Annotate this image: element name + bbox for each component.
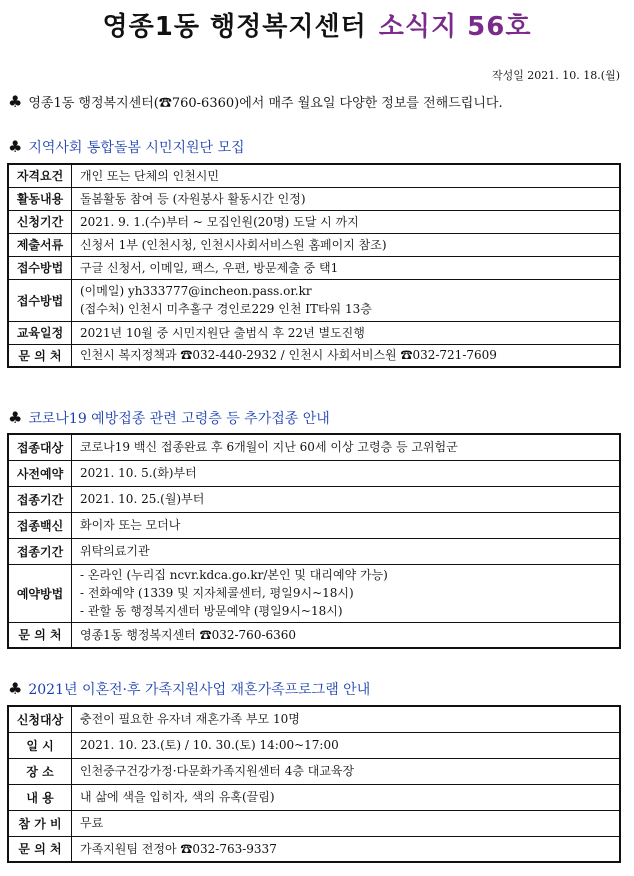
- value-line: - 전화예약 (1339 및 지자체콜센터, 평일9시~18시): [80, 586, 354, 600]
- intro-text: 영종1동 행정복지센터(☎760-6360)에서 매주 월요일 다양한 정보를 전해드립니다.: [28, 96, 503, 111]
- info-table-vaccine: [7, 433, 621, 649]
- row-label: 참 가 비: [8, 810, 72, 836]
- row-label: 접종대상: [8, 434, 72, 460]
- value-line: 무료: [80, 816, 104, 830]
- info-table-family: [7, 705, 621, 863]
- title-issue: 소식지 56호: [378, 12, 532, 42]
- row-value: [72, 758, 621, 784]
- table-row: [8, 486, 620, 512]
- value-line: 내 삶에 색을 입히자, 색의 유혹(끌림): [80, 790, 275, 804]
- section-heading: 지역사회 통합돌봄 시민지원단 모집: [28, 140, 245, 156]
- table-row: [8, 732, 620, 758]
- row-label: 사전예약: [8, 460, 72, 486]
- value-line: 돌봄활동 참여 등 (자원봉사 활동시간 인정): [80, 191, 306, 206]
- value-line: (접수처) 인천시 미추홀구 경인로229 인천 IT타워 13층: [80, 302, 372, 316]
- row-label: 문 의 처: [8, 622, 72, 648]
- value-line: 가족지원팀 전정아 ☎032-763-9337: [80, 841, 277, 856]
- row-label: 신청기간: [8, 210, 72, 233]
- row-label: 접종백신: [8, 512, 72, 538]
- table-row: [8, 512, 620, 538]
- table-row: [8, 622, 620, 648]
- row-value: [72, 836, 621, 862]
- row-value: [72, 210, 621, 233]
- club-icon: ♣: [8, 679, 23, 698]
- row-label: 문 의 처: [8, 344, 72, 367]
- row-label: 접종기간: [8, 486, 72, 512]
- row-label: 활동내용: [8, 187, 72, 210]
- row-value: [72, 706, 621, 732]
- table-row: [8, 187, 620, 210]
- table-row: [8, 233, 620, 256]
- value-line: 영종1동 행정복지센터 ☎032-760-6360: [80, 627, 297, 642]
- row-label: 접수방법: [8, 279, 72, 321]
- row-label: 문 의 처: [8, 836, 72, 862]
- table-row: [8, 564, 620, 622]
- row-value: [72, 344, 621, 367]
- row-value: [72, 538, 621, 564]
- issue-date: 작성일 2021. 10. 18.(월): [491, 69, 620, 82]
- row-value: [72, 622, 621, 648]
- row-value: [72, 810, 621, 836]
- row-value: [72, 279, 621, 321]
- value-line: 인천시 복지정책과 ☎032-440-2932 / 인천시 사회서비스원 ☎032-721-7609: [80, 348, 497, 363]
- value-line: 개인 또는 단체의 인천시민: [80, 168, 219, 183]
- row-value: [72, 512, 621, 538]
- section-heading: 코로나19 예방접종 관련 고령층 등 추가접종 안내: [28, 411, 330, 427]
- row-label: 신청대상: [8, 706, 72, 732]
- row-value: [72, 164, 621, 187]
- club-icon: ♣: [8, 92, 23, 111]
- row-value: [72, 434, 621, 460]
- table-row: [8, 810, 620, 836]
- row-value: [72, 256, 621, 279]
- value-line: 신청서 1부 (인천시청, 인천시사회서비스원 홈페이지 참조): [80, 237, 387, 252]
- value-line: - 온라인 (누리집 ncvr.kdca.go.kr/본인 및 대리예약 가능): [80, 568, 388, 582]
- section-title-volunteer: [8, 137, 245, 157]
- value-line: 2021. 10. 25.(월)부터: [80, 492, 205, 506]
- title-main: 영종1동 행정복지센터: [102, 12, 367, 42]
- row-value: [72, 460, 621, 486]
- value-line: 2021. 10. 23.(토) / 10. 30.(토) 14:00~17:00: [80, 738, 339, 752]
- value-line: 2021년 10월 중 시민지원단 출범식 후 22년 별도진행: [80, 325, 365, 340]
- row-label: 내 용: [8, 784, 72, 810]
- value-line: 2021. 10. 5.(화)부터: [80, 466, 197, 480]
- row-label: 접수방법: [8, 256, 72, 279]
- value-line: 코로나19 백신 접종완료 후 6개월이 지난 60세 이상 고령층 등 고위험군: [80, 440, 458, 455]
- info-table-volunteer: [7, 163, 621, 368]
- row-value: [72, 187, 621, 210]
- row-label: 교육일정: [8, 321, 72, 344]
- table-row: [8, 210, 620, 233]
- row-label: 예약방법: [8, 564, 72, 622]
- value-line: 구글 신청서, 이메일, 팩스, 우편, 방문제출 중 택1: [80, 260, 339, 275]
- row-value: [72, 784, 621, 810]
- table-row: [8, 164, 620, 187]
- table-row: [8, 758, 620, 784]
- intro-line: [8, 92, 630, 111]
- row-value: [72, 486, 621, 512]
- section-title-vaccine: [8, 408, 330, 428]
- table-row: [8, 836, 620, 862]
- row-label: 일 시: [8, 732, 72, 758]
- row-value: [72, 321, 621, 344]
- table-row: [8, 279, 620, 321]
- value-line: 인천중구건강가정·다문화가족지원센터 4층 대교육장: [80, 764, 355, 778]
- table-row: [8, 706, 620, 732]
- table-row: [8, 784, 620, 810]
- value-line: (이메일) yh333777@incheon.pass.or.kr: [80, 284, 312, 298]
- newsletter-title: [0, 6, 634, 43]
- row-value: [72, 564, 621, 622]
- row-label: 자격요건: [8, 164, 72, 187]
- value-line: 2021. 9. 1.(수)부터 ~ 모집인원(20명) 도달 시 까지: [80, 214, 359, 229]
- section-heading: 2021년 이혼전·후 가족지원사업 재혼가족프로그램 안내: [28, 682, 371, 698]
- table-row: [8, 434, 620, 460]
- table-row: [8, 460, 620, 486]
- table-row: [8, 321, 620, 344]
- club-icon: ♣: [8, 137, 23, 156]
- row-value: [72, 732, 621, 758]
- table-row: [8, 256, 620, 279]
- club-icon: ♣: [8, 408, 23, 427]
- value-line: 충전이 필요한 유자녀 재혼가족 부모 10명: [80, 712, 300, 727]
- value-line: 위탁의료기관: [80, 544, 150, 558]
- row-label: 접종기간: [8, 538, 72, 564]
- table-row: [8, 538, 620, 564]
- value-line: - 관할 동 행정복지센터 방문예약 (평일9시~18시): [80, 604, 343, 618]
- value-line: 화이자 또는 모더나: [80, 518, 181, 532]
- row-label: 장 소: [8, 758, 72, 784]
- section-title-family: [8, 679, 370, 699]
- table-row: [8, 344, 620, 367]
- row-value: [72, 233, 621, 256]
- row-label: 제출서류: [8, 233, 72, 256]
